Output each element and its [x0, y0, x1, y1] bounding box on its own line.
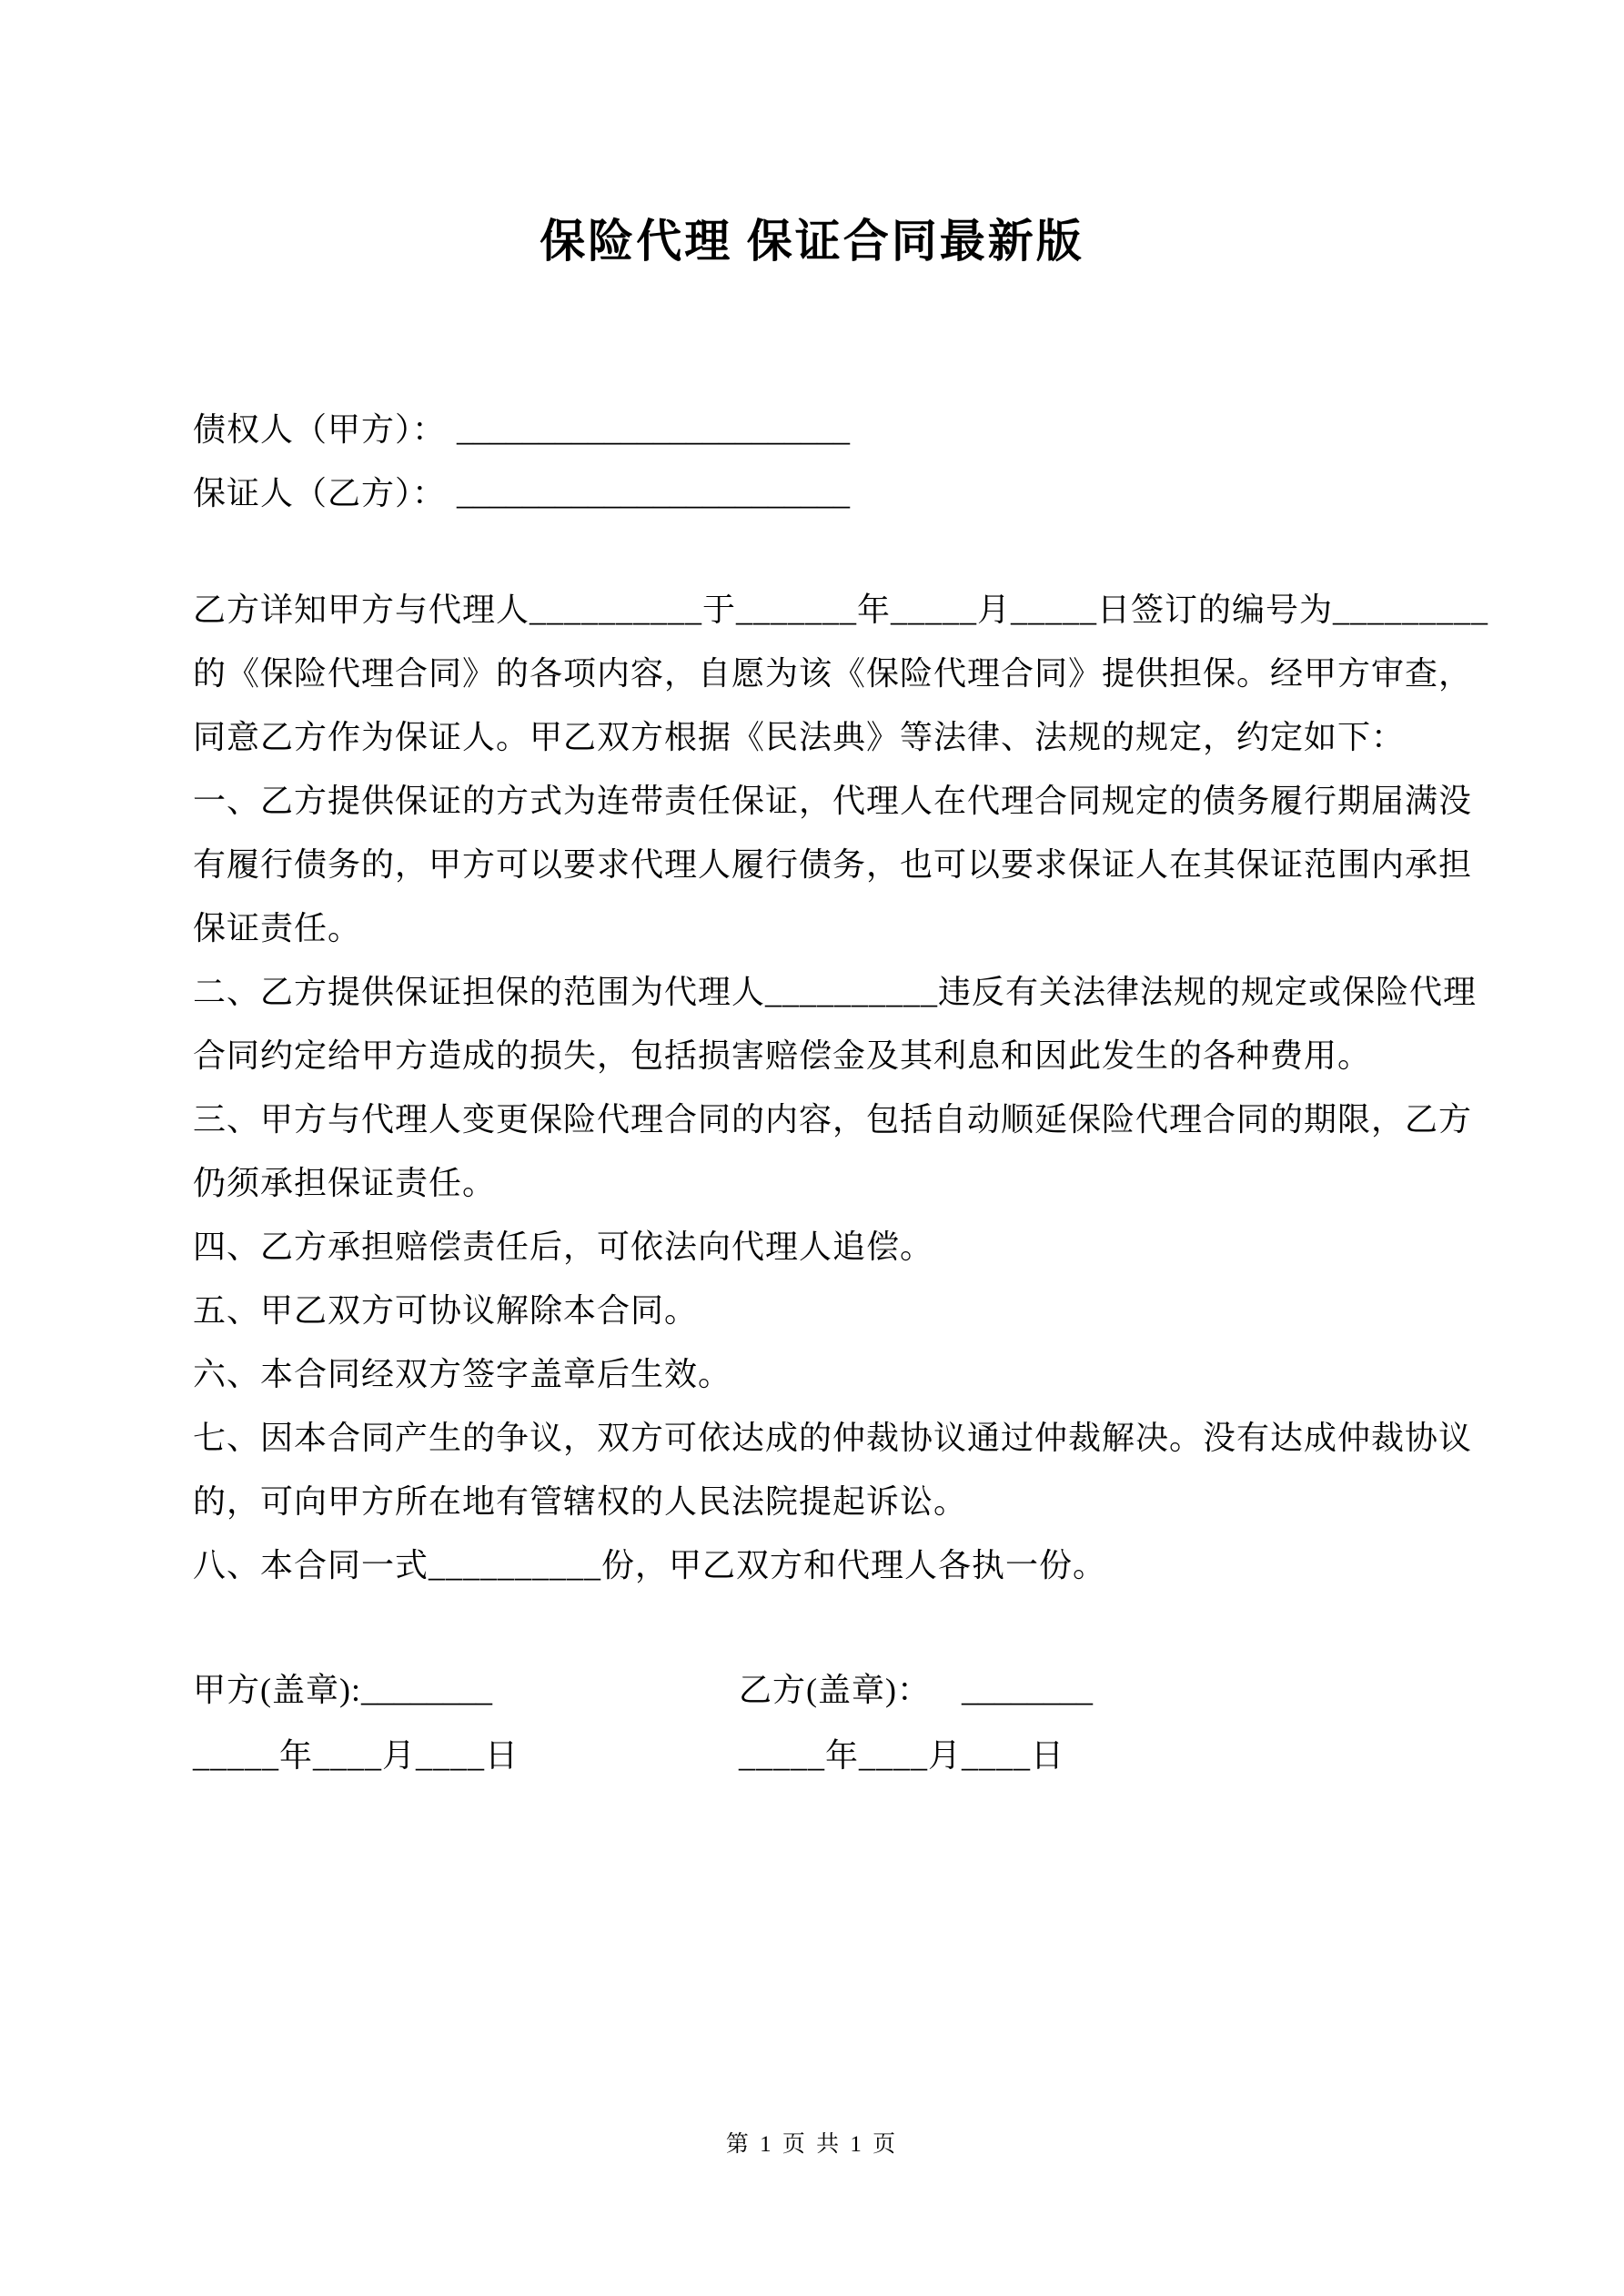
body-line-2: 的《保险代理合同》的各项内容，自愿为该《保险代理合同》提供担保。经甲方审查， [193, 655, 1473, 692]
parties-section [193, 398, 1503, 525]
party-b-seal-label: 乙方(盖章)： [739, 1672, 931, 1708]
creditor-label: 债权人（甲方）： [193, 411, 447, 448]
body-line-4: 一、乙方提供保证的方式为连带责任保证，代理人在代理合同规定的债务履行期届满没 [193, 783, 1473, 819]
party-a-date-line: _____年____月____日 [193, 1737, 519, 1774]
body-line-7: 二、乙方提供保证担保的范围为代理人__________违反有关法律法规的规定或保险代理 [193, 974, 1478, 1010]
body-line-10: 仍须承担保证责任。 [193, 1165, 497, 1201]
document-content [0, 398, 1503, 1788]
body-line-16: 八、本合同一式__________份，甲乙双方和代理人各执一份。 [193, 1547, 1107, 1583]
party-a-seal-label: 甲方(盖章): [193, 1672, 361, 1708]
guarantor-label: 保证人（乙方）： [193, 475, 447, 511]
party-a-seal-blank: ________ [360, 1672, 492, 1708]
party-b-date-line: _____年____月____日 [739, 1737, 1065, 1774]
document-title: 保险代理 保证合同最新版 [540, 216, 1084, 267]
party-b-seal-blank: ________ [961, 1672, 1093, 1708]
seal-row [193, 1657, 1503, 1723]
contract-body [193, 578, 1503, 1597]
body-line-5: 有履行债务的，甲方可以要求代理人履行债务，也可以要求保证人在其保证范围内承担 [193, 846, 1473, 883]
body-line-13: 六、本合同经双方签字盖章后生效。 [193, 1356, 732, 1392]
body-line-9: 三、甲方与代理人变更保险代理合同的内容，包括自动顺延保险代理合同的期限，乙方 [193, 1101, 1473, 1138]
date-row [193, 1723, 1503, 1788]
body-line-3: 同意乙方作为保证人。甲乙双方根据《民法典》等法律、法规的规定，约定如下： [193, 719, 1406, 755]
body-line-15: 的，可向甲方所在地有管辖权的人民法院提起诉讼。 [193, 1483, 968, 1520]
body-line-14: 七、因本合同产生的争议，双方可依达成的仲裁协议通过仲裁解决。没有达成仲裁协议 [193, 1420, 1473, 1456]
creditor-name-blank: ________________________ [457, 411, 851, 448]
party-row-creditor [193, 398, 1503, 461]
page-number-indicator: 第 1 页 共 1 页 [725, 2132, 899, 2157]
signature-section [193, 1657, 1503, 1788]
body-line-6: 保证责任。 [193, 910, 362, 946]
body-line-1: 乙方详知甲方与代理人__________于_______年_____月_____日签订的编号为_________ [193, 592, 1489, 628]
body-line-11: 四、乙方承担赔偿责任后，可依法向代理人追偿。 [193, 1229, 934, 1265]
party-b-seal-line [739, 1657, 1093, 1723]
body-line-12: 五、甲乙双方可协议解除本合同。 [193, 1292, 699, 1329]
party-a-seal-line [193, 1657, 739, 1723]
party-row-guarantor [193, 461, 1503, 525]
body-line-8: 合同约定给甲方造成的损失，包括损害赔偿金及其利息和因此发生的各种费用。 [193, 1037, 1372, 1074]
guarantor-name-blank: ________________________ [457, 475, 851, 511]
